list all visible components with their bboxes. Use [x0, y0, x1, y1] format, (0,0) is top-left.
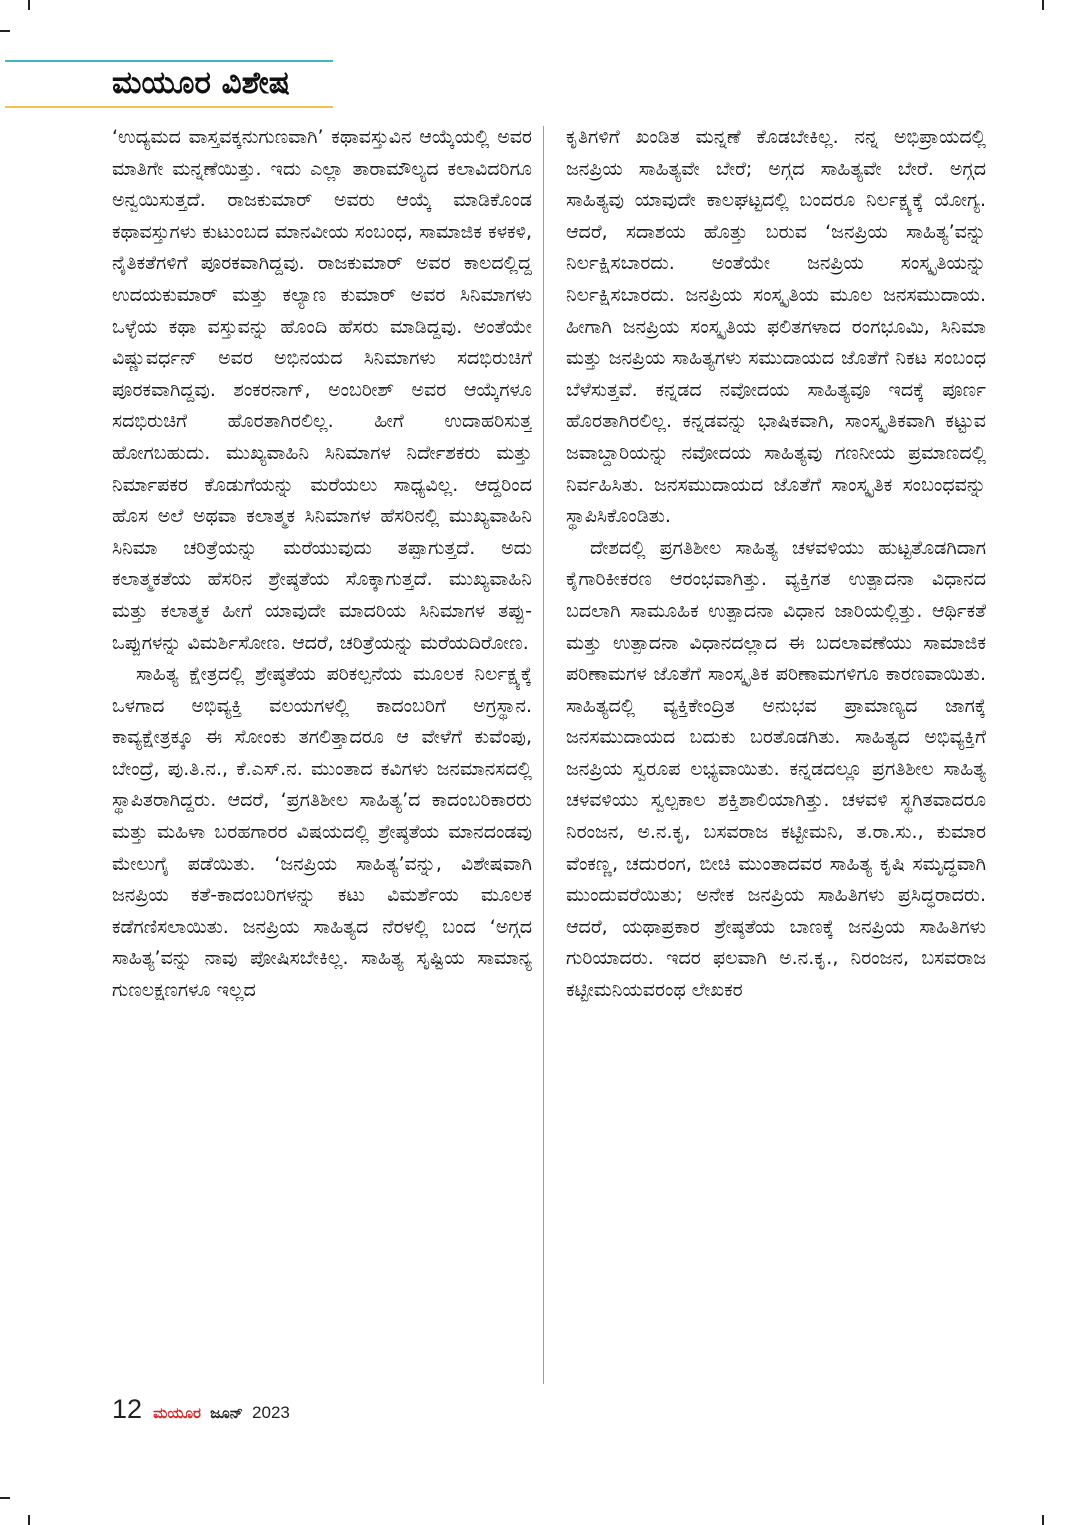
- page-footer: [112, 1394, 290, 1430]
- article-column-left: [112, 122, 532, 1387]
- crop-mark-bottom-left: [28, 1515, 30, 1525]
- article-column-right: [566, 122, 986, 1387]
- crop-mark-bottom-right: [1042, 1515, 1044, 1525]
- issue-year: 2023: [252, 1403, 290, 1422]
- page-number: 12: [112, 1394, 143, 1424]
- magazine-name: ಮಯೂರ: [153, 1404, 201, 1422]
- paragraph: ಕೃತಿಗಳಿಗೆ ಖಂಡಿತ ಮನ್ನಣೆ ಕೊಡಬೇಕಿಲ್ಲ. ನನ್ನ ಅಭಿಪ್ರಾಯದಲ್ಲಿ ಜನಪ್ರಿಯ ಸಾಹಿತ್ಯವೇ ಬೇರೆ; ಅಗ್ಗದ ಸಾಹಿತ್ಯವೇ ಬೇರೆ. ಅಗ್ಗದ ಸಾಹಿತ್ಯವು ಯಾವುದೇ ಕಾಲಘಟ್ಟದಲ್ಲಿ ಬಂದರೂ ನಿರ್ಲಕ್ಷ್ಯಕ್ಕೆ ಯೋಗ್ಯ. ಆದರೆ, ಸದಾಶಯ ಹೊತ್ತು ಬರುವ ‘ಜನಪ್ರಿಯ ಸಾಹಿತ್ಯ’ವನ್ನು ನಿರ್ಲಕ್ಷಿಸಬಾರದು. ಅಂತೆಯೇ ಜನಪ್ರಿಯ ಸಂಸ್ಕೃತಿಯನ್ನು ನಿರ್ಲಕ್ಷಿಸಬಾರದು. ಜನಪ್ರಿಯ ಸಂಸ್ಕೃತಿಯ ಮೂಲ ಜನಸಮುದಾಯ. ಹೀಗಾಗಿ ಜನಪ್ರಿಯ ಸಂಸ್ಕೃತಿಯ ಫಲಿತಗಳಾದ ರಂಗಭೂಮಿ, ಸಿನಿಮಾ ಮತ್ತು ಜನಪ್ರಿಯ ಸಾಹಿತ್ಯಗಳು ಸಮುದಾಯದ ಜೊತೆಗೆ ನಿಕಟ ಸಂಬಂಧ ಬೆಳೆಸುತ್ತವೆ. ಕನ್ನಡದ ನವೋದಯ ಸಾಹಿತ್ಯವೂ ಇದಕ್ಕೆ ಪೂರ್ಣ ಹೊರತಾಗಿರಲಿಲ್ಲ. ಕನ್ನಡವನ್ನು ಭಾಷಿಕವಾಗಿ, ಸಾಂಸ್ಕೃತಿಕವಾಗಿ ಕಟ್ಟುವ ಜವಾಬ್ದಾರಿಯನ್ನು ನವೋದಯ ಸಾಹಿತ್ಯವು ಗಣನೀಯ ಪ್ರಮಾಣದಲ್ಲಿ ನಿರ್ವಹಿಸಿತು. ಜನಸಮುದಾಯದ ಜೊತೆಗೆ ಸಾಂಸ್ಕೃತಿಕ ಸಂಬಂಧವನ್ನು ಸ್ಥಾಪಿಸಿಕೊಂಡಿತು.: [566, 126, 986, 528]
- crop-mark-bottom-left-h: [0, 1497, 10, 1499]
- paragraph: ದೇಶದಲ್ಲಿ ಪ್ರಗತಿಶೀಲ ಸಾಹಿತ್ಯ ಚಳವಳಿಯು ಹುಟ್ಟತೊಡಗಿದಾಗ ಕೈಗಾರಿಕೀಕರಣ ಆರಂಭವಾಗಿತ್ತು. ವ್ಯಕ್ತಿಗತ ಉತ್ಪಾದನಾ ವಿಧಾನದ ಬದಲಾಗಿ ಸಾಮೂಹಿಕ ಉತ್ಪಾದನಾ ವಿಧಾನ ಜಾರಿಯಲ್ಲಿತ್ತು. ಆರ್ಥಿಕತೆ ಮತ್ತು ಉತ್ಪಾದನಾ ವಿಧಾನದಲ್ಲಾದ ಈ ಬದಲಾವಣೆಯು ಸಾಮಾಜಿಕ ಪರಿಣಾಮಗಳ ಜೊತೆಗೆ ಸಾಂಸ್ಕೃತಿಕ ಪರಿಣಾಮಗಳಿಗೂ ಕಾರಣವಾಯಿತು. ಸಾಹಿತ್ಯದಲ್ಲಿ ವ್ಯಕ್ತಿಕೇಂದ್ರಿತ ಅನುಭವ ಪ್ರಾಮಾಣ್ಯದ ಜಾಗಕ್ಕೆ ಜನಸಮುದಾಯದ ಬದುಕು ಬರತೊಡಗಿತು. ಸಾಹಿತ್ಯದ ಅಭಿವ್ಯಕ್ತಿಗೆ ಜನಪ್ರಿಯ ಸ್ವರೂಪ ಲಭ್ಯವಾಯಿತು. ಕನ್ನಡದಲ್ಲೂ ಪ್ರಗತಿಶೀಲ ಸಾಹಿತ್ಯ ಚಳವಳಿಯು ಸ್ವಲ್ಪಕಾಲ ಶಕ್ತಿಶಾಲಿಯಾಗಿತ್ತು. ಚಳವಳಿ ಸ್ಥಗಿತವಾದರೂ ನಿರಂಜನ, ಅ.ನ.ಕೃ, ಬಸವರಾಜ ಕಟ್ಟೀಮನಿ, ತ.ರಾ.ಸು., ಕುಮಾರ ವೆಂಕಣ್ಣ, ಚದುರಂಗ, ಬೀಚಿ ಮುಂತಾದವರ ಸಾಹಿತ್ಯ ಕೃಷಿ ಸಮೃದ್ಧವಾಗಿ ಮುಂದುವರೆಯಿತು; ಅನೇಕ ಜನಪ್ರಿಯ ಸಾಹಿತಿಗಳು ಪ್ರಸಿದ್ಧರಾದರು. ಆದರೆ, ಯಥಾಪ್ರಕಾರ ಶ್ರೇಷ್ಠತೆಯ ಬಾಣಕ್ಕೆ ಜನಪ್ರಿಯ ಸಾಹಿತಿಗಳು ಗುರಿಯಾದರು. ಇದರ ಫಲವಾಗಿ ಅ.ನ.ಕೃ., ನಿರಂಜನ, ಬಸವರಾಜ ಕಟ್ಟೀಮನಿಯವರಂಥ ಲೇಖಕರ: [566, 536, 986, 1002]
- crop-mark-top-left-h: [0, 30, 10, 32]
- issue-month: ಜೂನ್: [210, 1404, 243, 1422]
- crop-mark-top-right: [1042, 0, 1044, 10]
- column-divider: [543, 126, 544, 1384]
- paragraph: ‘ಉದ್ಯಮದ ವಾಸ್ತವಕ್ಕನುಗುಣವಾಗಿ’ ಕಥಾವಸ್ತುವಿನ ಆಯ್ಕೆಯಲ್ಲಿ ಅವರ ಮಾತಿಗೇ ಮನ್ನಣೆಯಿತ್ತು. ಇದು ಎಲ್ಲಾ ತಾರಾಮೌಲ್ಯದ ಕಲಾವಿದರಿಗೂ ಅನ್ವಯಿಸುತ್ತದೆ. ರಾಜಕುಮಾರ್ ಅವರು ಆಯ್ಕೆ ಮಾಡಿಕೊಂಡ ಕಥಾವಸ್ತುಗಳು ಕುಟುಂಬದ ಮಾನವೀಯ ಸಂಬಂಧ, ಸಾಮಾಜಿಕ ಕಳಕಳಿ, ನೈತಿಕತೆಗಳಿಗೆ ಪೂರಕವಾಗಿದ್ದವು. ರಾಜಕುಮಾರ್ ಅವರ ಕಾಲದಲ್ಲಿದ್ದ ಉದಯಕುಮಾರ್ ಮತ್ತು ಕಲ್ಯಾಣ ಕುಮಾರ್ ಅವರ ಸಿನಿಮಾಗಳು ಒಳ್ಳೆಯ ಕಥಾ ವಸ್ತುವನ್ನು ಹೊಂದಿ ಹೆಸರು ಮಾಡಿದ್ದವು. ಅಂತೆಯೇ ವಿಷ್ಣುವರ್ಧನ್ ಅವರ ಅಭಿನಯದ ಸಿನಿಮಾಗಳು ಸದಭಿರುಚಿಗೆ ಪೂರಕವಾಗಿದ್ದವು. ಶಂಕರನಾಗ್, ಅಂಬರೀಶ್ ಅವರ ಆಯ್ಕೆಗಳೂ ಸದಭಿರುಚಿಗೆ ಹೊರತಾಗಿರಲಿಲ್ಲ. ಹೀಗೆ ಉದಾಹರಿಸುತ್ತ ಹೋಗಬಹುದು. ಮುಖ್ಯವಾಹಿನಿ ಸಿನಿಮಾಗಳ ನಿರ್ದೇಶಕರು ಮತ್ತು ನಿರ್ಮಾಪಕರ ಕೊಡುಗೆಯನ್ನು ಮರೆಯಲು ಸಾಧ್ಯವಿಲ್ಲ. ಆದ್ದರಿಂದ ಹೊಸ ಅಲೆ ಅಥವಾ ಕಲಾತ್ಮಕ ಸಿನಿಮಾಗಳ ಹೆಸರಿನಲ್ಲಿ ಮುಖ್ಯವಾಹಿನಿ ಸಿನಿಮಾ ಚರಿತ್ರೆಯನ್ನು ಮರೆಯುವುದು ತಪ್ಪಾಗುತ್ತದೆ. ಅದು ಕಲಾತ್ಮಕತೆಯ ಹೆಸರಿನ ಶ್ರೇಷ್ಠತೆಯ ಸೊಕ್ಕಾಗುತ್ತದೆ. ಮುಖ್ಯವಾಹಿನಿ ಮತ್ತು ಕಲಾತ್ಮಕ ಹೀಗೆ ಯಾವುದೇ ಮಾದರಿಯ ಸಿನಿಮಾಗಳ ತಪ್ಪು-ಒಪ್ಪುಗಳನ್ನು ವಿಮರ್ಶಿಸೋಣ. ಆದರೆ, ಚರಿತ್ರೆಯನ್ನು ಮರೆಯದಿರೋಣ.: [112, 126, 532, 654]
- header-bottom-rule: [5, 106, 333, 108]
- paragraph: ಸಾಹಿತ್ಯ ಕ್ಷೇತ್ರದಲ್ಲಿ ಶ್ರೇಷ್ಠತೆಯ ಪರಿಕಲ್ಪನೆಯ ಮೂಲಕ ನಿರ್ಲಕ್ಷ್ಯಕ್ಕೆ ಒಳಗಾದ ಅಭಿವ್ಯಕ್ತಿ ವಲಯಗಳಲ್ಲಿ ಕಾದಂಬರಿಗೆ ಅಗ್ರಸ್ಥಾನ. ಕಾವ್ಯಕ್ಷೇತ್ರಕ್ಕೂ ಈ ಸೋಂಕು ತಗಲಿತ್ತಾದರೂ ಆ ವೇಳೆಗೆ ಕುವೆಂಪು, ಬೇಂದ್ರೆ, ಪು.ತಿ.ನ., ಕೆ.ಎಸ್.ನ. ಮುಂತಾದ ಕವಿಗಳು ಜನಮಾನಸದಲ್ಲಿ ಸ್ಥಾಪಿತರಾಗಿದ್ದರು. ಆದರೆ, ‘ಪ್ರಗತಿಶೀಲ ಸಾಹಿತ್ಯ’ದ ಕಾದಂಬರಿಕಾರರು ಮತ್ತು ಮಹಿಳಾ ಬರಹಗಾರರ ವಿಷಯದಲ್ಲಿ ಶ್ರೇಷ್ಠತೆಯ ಮಾನದಂಡವು ಮೇಲುಗೈ ಪಡೆಯಿತು. ‘ಜನಪ್ರಿಯ ಸಾಹಿತ್ಯ’ವನ್ನು, ವಿಶೇಷವಾಗಿ ಜನಪ್ರಿಯ ಕತೆ-ಕಾದಂಬರಿಗಳನ್ನು ಕಟು ವಿಮರ್ಶೆಯ ಮೂಲಕ ಕಡೆಗಣಿಸಲಾಯಿತು. ಜನಪ್ರಿಯ ಸಾಹಿತ್ಯದ ನೆರಳಲ್ಲಿ ಬಂದ ‘ಅಗ್ಗದ ಸಾಹಿತ್ಯ’ವನ್ನು ನಾವು ಪೋಷಿಸಬೇಕಿಲ್ಲ. ಸಾಹಿತ್ಯ ಸೃಷ್ಟಿಯ ಸಾಮಾನ್ಯ ಗುಣಲಕ್ಷಣಗಳೂ ಇಲ್ಲದ: [112, 663, 532, 1002]
- crop-mark-top-left: [28, 0, 30, 10]
- section-title: ಮಯೂರ ವಿಶೇಷ: [112, 65, 290, 101]
